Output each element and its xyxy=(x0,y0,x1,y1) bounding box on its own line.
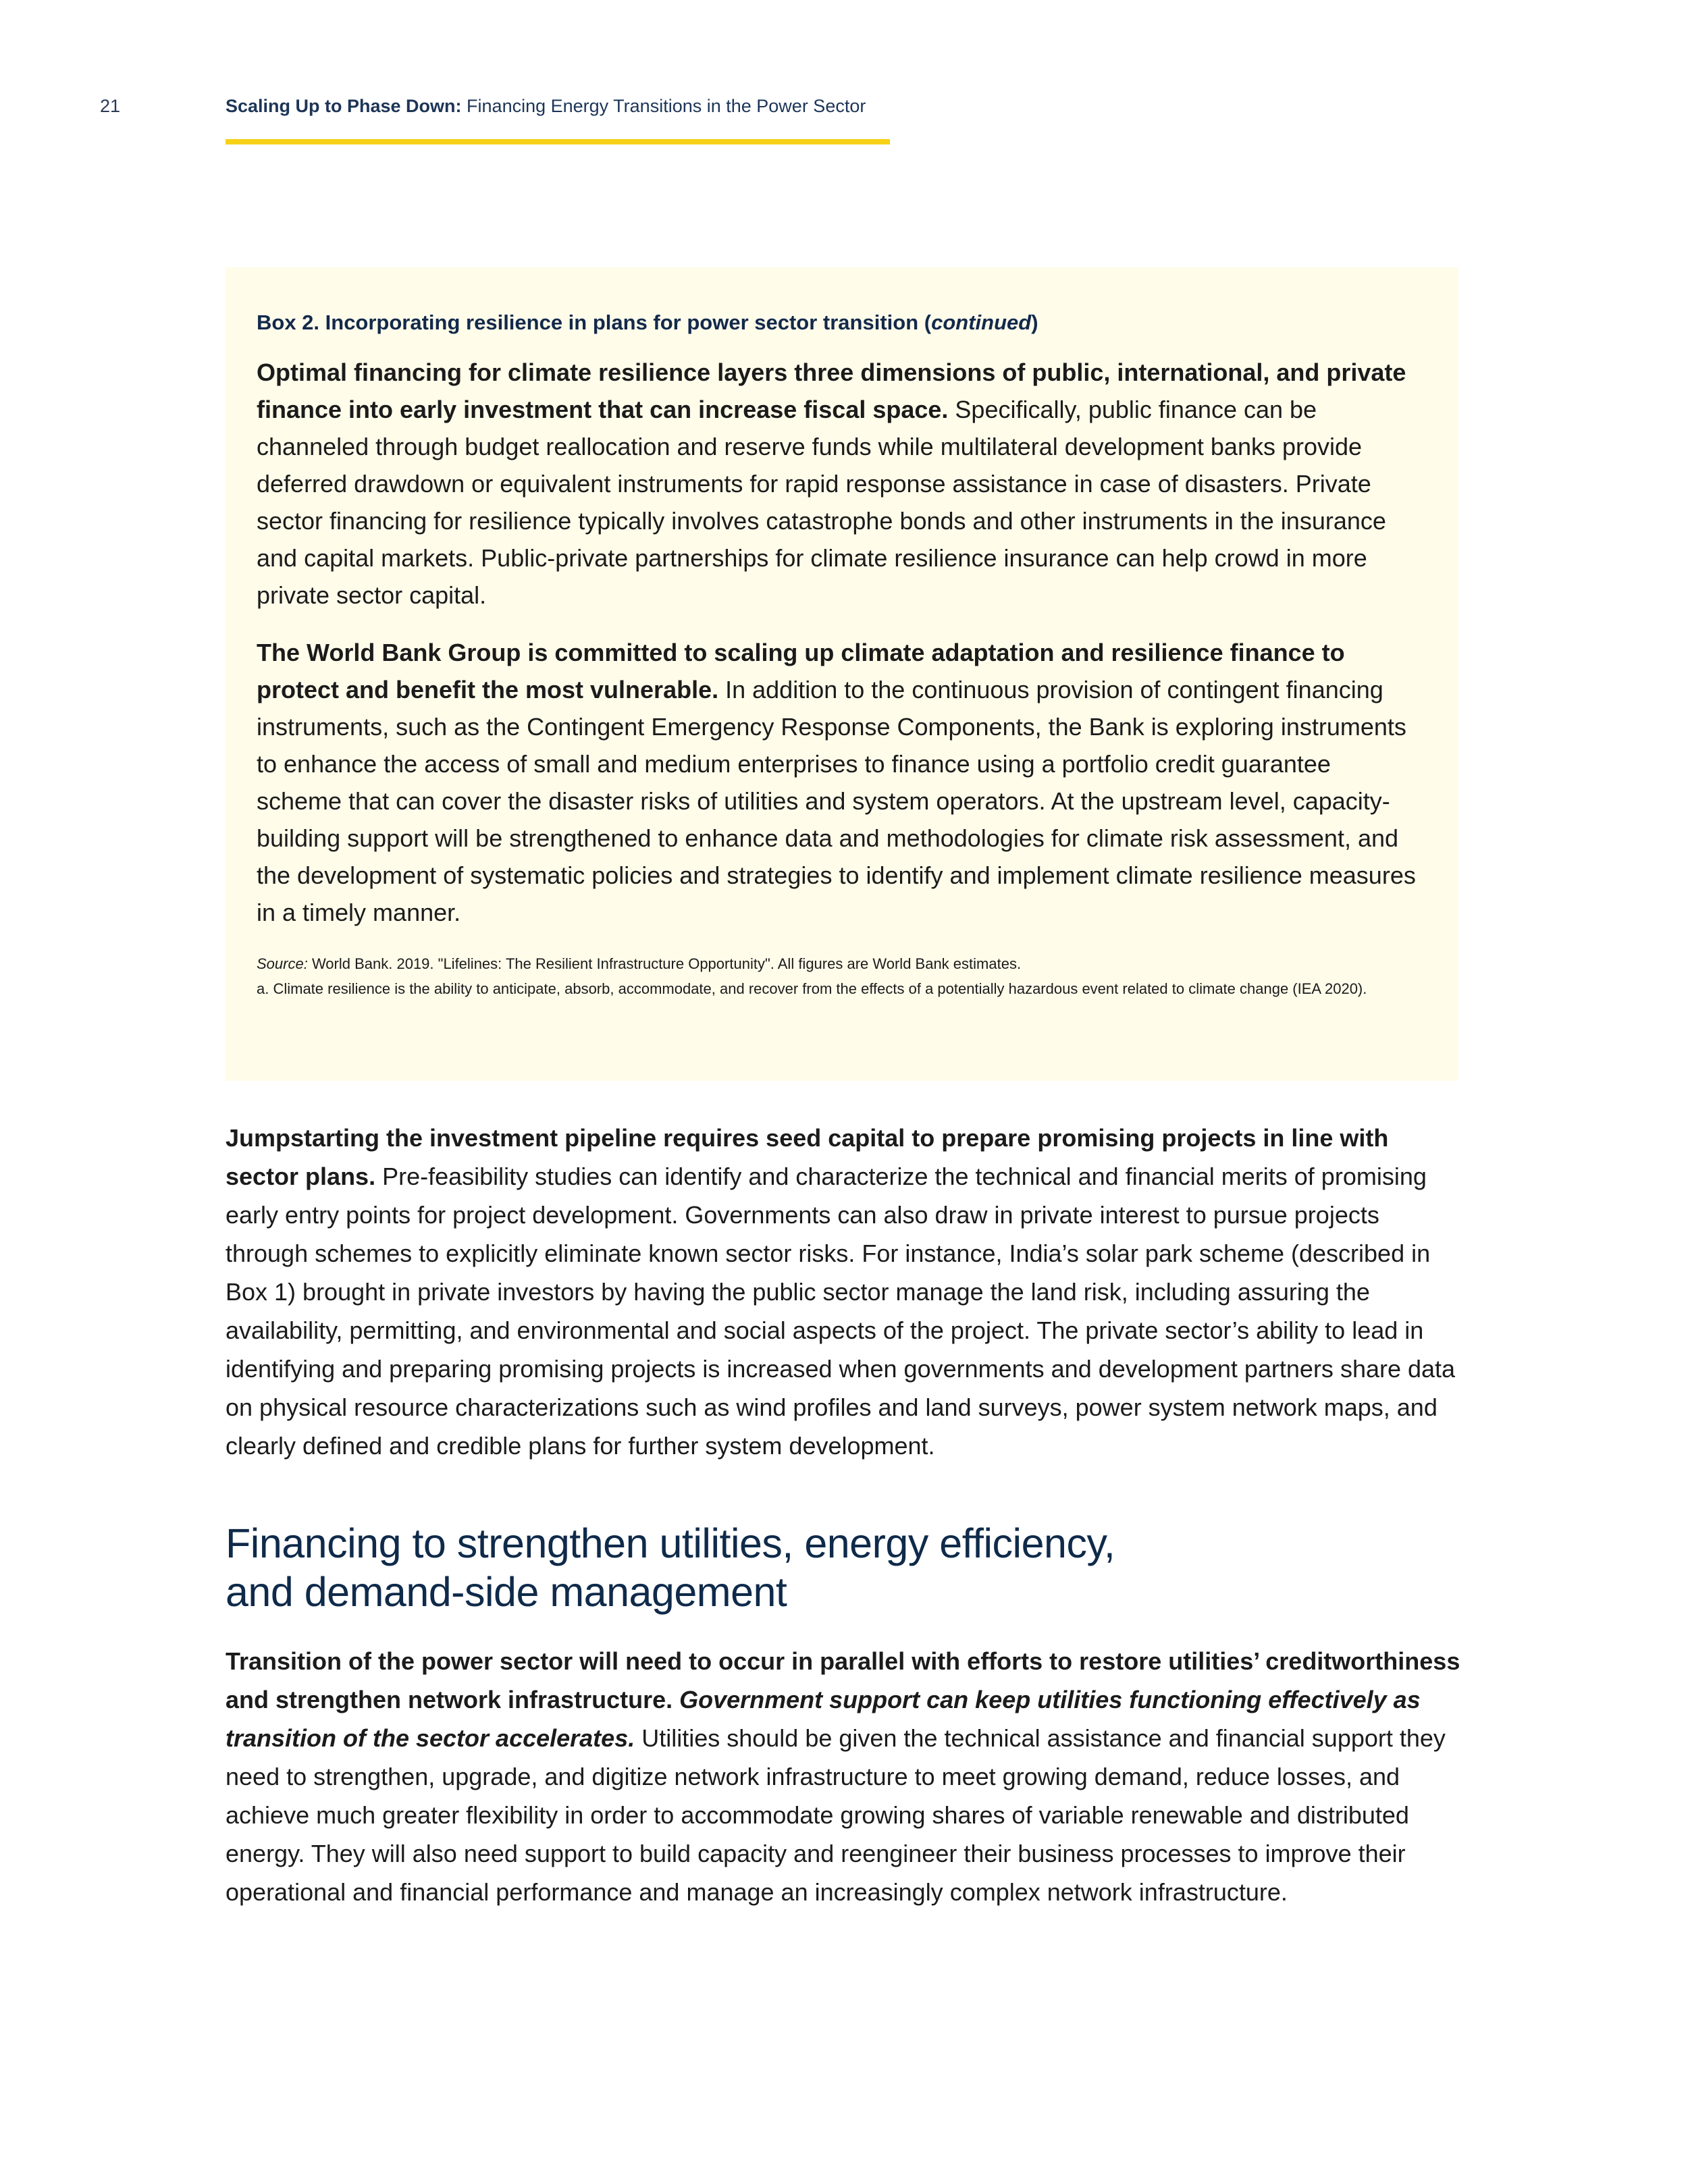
header-rule xyxy=(226,139,890,144)
running-header xyxy=(226,96,866,117)
running-header-rest: Financing Energy Transitions in the Power Sector xyxy=(461,96,866,116)
running-header-bold: Scaling Up to Phase Down: xyxy=(226,96,462,116)
main-paragraph-1-text: Pre-feasibility studies can identify and characterize the technical and financial merits of promising early entry points for project development. Governments can also draw in private interest to pursue projects through schemes to explicitly eliminate known sector risks. For instance, India’s solar park scheme (described in Box 1) brought in private investors by having the public sector manage the land risk, including assuring the availability, permitting, and environmental and social aspects of the project. The private sector’s ability to lead in identifying and preparing promising projects is increased when governments and development partners share data on physical resource characterizations such as wind profiles and land surveys, power system network maps, and clearly defined and credible plans for further system development. xyxy=(226,1163,1456,1460)
box-title xyxy=(257,309,1418,336)
box-paragraph-2-lead: The World Bank Group is committed to scaling up climate adaptation and resilience finance to protect and benefit the most vulnerable. xyxy=(257,639,1345,703)
main-paragraph-2-lead-italic: Government support can keep utilities functioning effectively as transition of the sector accelerates. xyxy=(226,1686,1421,1752)
main-paragraph-2-lead: Transition of the power sector will need to occur in parallel with efforts to restore utilities’ creditworthiness and strengthen network infrastructure. xyxy=(226,1647,1460,1713)
main-paragraph-1 xyxy=(226,1119,1468,1465)
section-heading xyxy=(226,1519,1468,1616)
box-paragraph-1-text: Specifically, public finance can be channeled through budget reallocation and reserve funds while multilateral development banks provide deferred drawdown or equivalent instruments for rapid response assistance in case of disasters. Private sector financing for resilience typically involves catastrophe bonds and other instruments in the insurance and capital markets. Public-private partnerships for climate resilience insurance can help crowd in more private sector capital. xyxy=(257,396,1386,609)
main-content xyxy=(226,1119,1468,1911)
box-paragraph-2 xyxy=(257,634,1418,931)
box-title-suffix: ) xyxy=(1031,311,1038,334)
box-paragraph-2-text: In addition to the continuous provision of contingent financing instruments, such as the Contingent Emergency Response Components, the Bank is exploring instruments to enhance the access of small and medium enterprises to finance using a portfolio credit guarantee scheme that can cover the disaster risks of utilities and system operators. At the upstream level, capacity-building support will be strengthened to enhance data and methodologies for climate risk assessment, and the development of systematic policies and strategies to identify and implement climate resilience measures in a timely manner. xyxy=(257,676,1416,926)
main-paragraph-1-lead: Jumpstarting the investment pipeline requires seed capital to prepare promising projects in line with sector plans. xyxy=(226,1124,1389,1190)
box-source-text: World Bank. 2019. "Lifelines: The Resilient Infrastructure Opportunity". All figures are World Bank estimates. xyxy=(307,955,1022,972)
section-heading-line-1: Financing to strengthen utilities, energy efficiency, xyxy=(226,1520,1115,1566)
box-title-italic: continued xyxy=(931,311,1032,334)
box-source xyxy=(257,951,1418,976)
box-source-label: Source: xyxy=(257,955,308,972)
box-2-panel xyxy=(226,267,1458,1081)
box-footnote: a. Climate resilience is the ability to anticipate, absorb, accommodate, and recover from the effects of a potentially hazardous event related to climate change (IEA 2020). xyxy=(257,980,1367,997)
box-paragraph-1 xyxy=(257,354,1418,614)
main-paragraph-2-text: Utilities should be given the technical assistance and financial support they need to strengthen, upgrade, and digitize network infrastructure to meet growing demand, reduce losses, and achieve much greater flexibility in order to accommodate growing shares of variable renewable and distributed energy. They will also need support to build capacity and reengineer their business processes to improve their operational and financial performance and manage an increasingly complex network infrastructure. xyxy=(226,1724,1446,1906)
section-heading-line-2: and demand-side management xyxy=(226,1569,787,1615)
box-title-prefix: Box 2. Incorporating resilience in plans for power sector transition ( xyxy=(257,311,932,334)
box-paragraph-1-lead: Optimal financing for climate resilience layers three dimensions of public, international, and private finance into early investment that can increase fiscal space. xyxy=(257,358,1406,423)
main-paragraph-2 xyxy=(226,1642,1468,1911)
page-number: 21 xyxy=(100,96,121,116)
